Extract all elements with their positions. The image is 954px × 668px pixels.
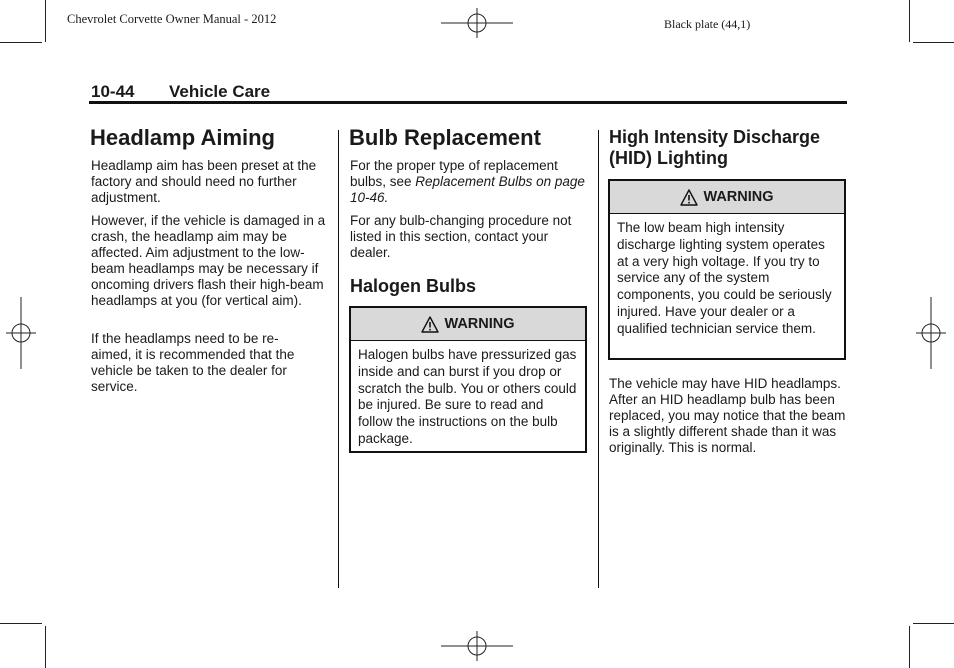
crop-mark-bottom-right-h (913, 623, 954, 624)
warning-text: Halogen bulbs have pressurized gas inside and can burst if you drop or scratch the bulb. You or others could be injured. Be sure to read and follow the instructions on the bulb package. (358, 347, 577, 446)
column-divider (338, 130, 339, 588)
warning-label: WARNING (444, 316, 515, 332)
heading-hid-lighting (609, 127, 820, 169)
crop-mark-top-left-h (0, 42, 42, 43)
warning-text: The low beam high intensity discharge lighting system operates at a very high voltage. If you try to service any of the system components, you could be seriously injured. Have your dealer or a qualified technician service them. (617, 220, 832, 336)
heading-bulb-replacement: Bulb Replacement (349, 125, 541, 150)
heading-line: (HID) Lighting (609, 148, 728, 168)
heading-headlamp-aiming: Headlamp Aiming (90, 125, 275, 150)
header-rule (89, 101, 847, 104)
manual-title: Chevrolet Corvette Owner Manual - 2012 (67, 12, 277, 26)
registration-mark-icon (6, 297, 36, 369)
crop-mark-top-left-v (45, 0, 46, 42)
page-number: 10-44 (91, 82, 135, 101)
registration-mark-icon (916, 297, 946, 369)
paragraph: Headlamp aim has been preset at the factory and should need no further adjustment. (91, 158, 317, 205)
warning-triangle-icon (421, 316, 439, 333)
intro-text: For the proper type of replacement bulbs, see (350, 158, 558, 189)
warning-triangle-icon (680, 189, 698, 206)
column-divider (598, 130, 599, 588)
warning-label: WARNING (703, 189, 774, 205)
crop-mark-bottom-right-v (909, 626, 910, 668)
warning-box-hid (608, 179, 846, 360)
paragraph: For any bulb-changing procedure not listed in this section, contact your dealer. (350, 213, 572, 260)
crop-mark-bottom-left-v (45, 626, 46, 668)
crop-mark-top-right-h (913, 42, 954, 43)
cross-reference-link[interactable]: Replacement Bulbs on page 10-46. (350, 174, 585, 205)
heading-halogen-bulbs: Halogen Bulbs (350, 276, 477, 296)
crop-mark-bottom-left-h (0, 623, 42, 624)
crop-mark-top-right-v (909, 0, 910, 42)
plate-label: Black plate (44,1) (664, 17, 751, 31)
paragraph-intro (350, 158, 585, 206)
warning-box-halogen (349, 306, 587, 453)
paragraph: If the headlamps need to be re-aimed, it is recommended that the vehicle be taken to the dealer for service. (91, 331, 295, 394)
paragraph: The vehicle may have HID headlamps. After an HID headlamp bulb has been replaced, you may notice that the beam is a slightly different shade than it was originally. This is normal. (609, 376, 846, 455)
warning-header (351, 308, 585, 341)
registration-mark-icon (441, 8, 513, 38)
registration-mark-icon (441, 631, 513, 661)
paragraph: However, if the vehicle is damaged in a crash, the headlamp aim may be affected. Aim adjustment to the low-beam headlamps may be necessary if oncoming drivers flash their high-beam headlamps at you (for vertical aim). (91, 213, 326, 308)
warning-header (610, 181, 844, 214)
section-header (91, 82, 270, 102)
heading-line: High Intensity Discharge (609, 127, 821, 147)
section-title: Vehicle Care (169, 82, 271, 101)
